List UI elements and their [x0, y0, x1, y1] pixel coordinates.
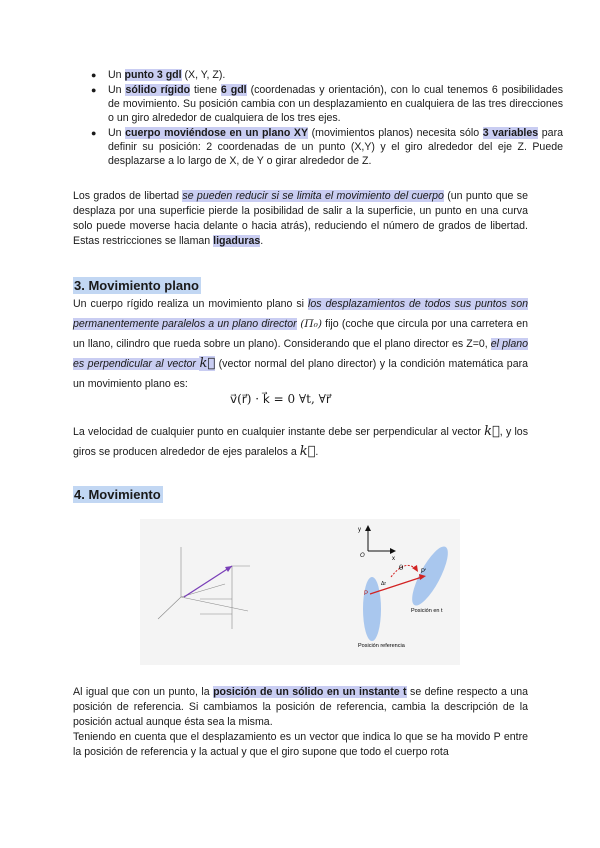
- list-item: ● Un cuerpo moviéndose en un plano XY (movimientos planos) necesita sólo 3 variables para definir su posición: 2 coordenadas de un punto (X,Y) y el giro alrededor del eje Z. Puede desplazarse a lo largo de X, de Y o girar alrededor de Z.: [108, 126, 563, 168]
- list-item: ● Un punto 3 gdl (X, Y, Z).: [108, 68, 563, 82]
- theta-label: θ: [399, 564, 404, 572]
- equation-plane-motion: v⃗(r⃗) · k⃗ = 0 ∀t, ∀r⃗: [230, 392, 331, 406]
- section-heading-movimiento: 4. Movimiento: [74, 487, 161, 502]
- motion-diagram: [140, 519, 460, 665]
- y-axis-line: [158, 597, 181, 619]
- y-axis-arrowhead: [365, 525, 371, 531]
- delta-r-label: Δr: [381, 581, 387, 587]
- paragraph-desplazamiento: Teniendo en cuenta que el desplazamiento es un vector que indica lo que se ha movido P entre la posición de referencia y la actual y que el giro supone que todo el cuerpo rota: [73, 731, 528, 758]
- rotation-arc-arrowhead: [412, 565, 418, 572]
- y-axis-label: y: [358, 527, 361, 533]
- position-t-label: Posición en t: [411, 608, 443, 614]
- motion-figure: [140, 519, 460, 665]
- point-p-prime-label: P': [421, 569, 427, 575]
- position-vector: [184, 566, 232, 597]
- paragraph-movimiento-plano: Un cuerpo rígido realiza un movimiento plano si los desplazamientos de todos sus puntos son permanentemente paralelos a un plano director (Π₀) fijo (coche que circula por una carretera en un llano, cilindro que rueda sobre un plano). Considerando que el plano director es Z=0, el plano es perpendicular al vector k⃗ (vector normal del plano director) y la condición matemática para un movimiento plano es:: [73, 298, 529, 390]
- list-item: ● Un sólido rígido tiene 6 gdl (coordenadas y orientación), con lo cual tenemos 6 posibilidades de movimiento. Su posición cambia con un desplazamiento en cualquiera de las tres direcciones o un giro alrededor de cualquiera de los tres ejes.: [108, 83, 563, 125]
- point-p-label: P: [364, 591, 369, 597]
- axes-3d-sketch: [158, 547, 250, 629]
- rotation-arc: [391, 565, 416, 577]
- position-vector-arrowhead: [225, 566, 232, 572]
- x-axis-label: x: [392, 556, 395, 562]
- reference-body-ellipse: [363, 577, 381, 641]
- bullet-list: [73, 68, 563, 169]
- paragraph-posicion-solido: Al igual que con un punto, la posición de un sólido en un instante t se define respecto a una posición de referencia. Si cambiamos la posición de referencia, cambia la descripción de la posición actual aunque ésta sea la misma.: [73, 686, 528, 728]
- section-heading-movimiento-plano: 3. Movimiento plano: [74, 278, 199, 293]
- reference-position-label: Posición referencia: [358, 643, 405, 649]
- origin-label: O: [360, 553, 365, 559]
- current-body-ellipse: [406, 542, 455, 610]
- paragraph-velocidad: La velocidad de cualquier punto en cualquier instante debe ser perpendicular al vector k⃗, y los giros se producen alrededor de ejes paralelos a k⃗.: [73, 424, 528, 459]
- x-axis-arrowhead: [390, 548, 396, 554]
- paragraph-grados-libertad: Los grados de libertad se pueden reducir si se limita el movimiento del cuerpo (un punto que se desplaza por una superficie pierde la posibilidad de salir a la superficie, un punto en una curva solo puede moverse hacia delante o hacia atrás), reduciendo el número de grados de libertad. Estas restricciones se llaman ligaduras.: [73, 190, 528, 247]
